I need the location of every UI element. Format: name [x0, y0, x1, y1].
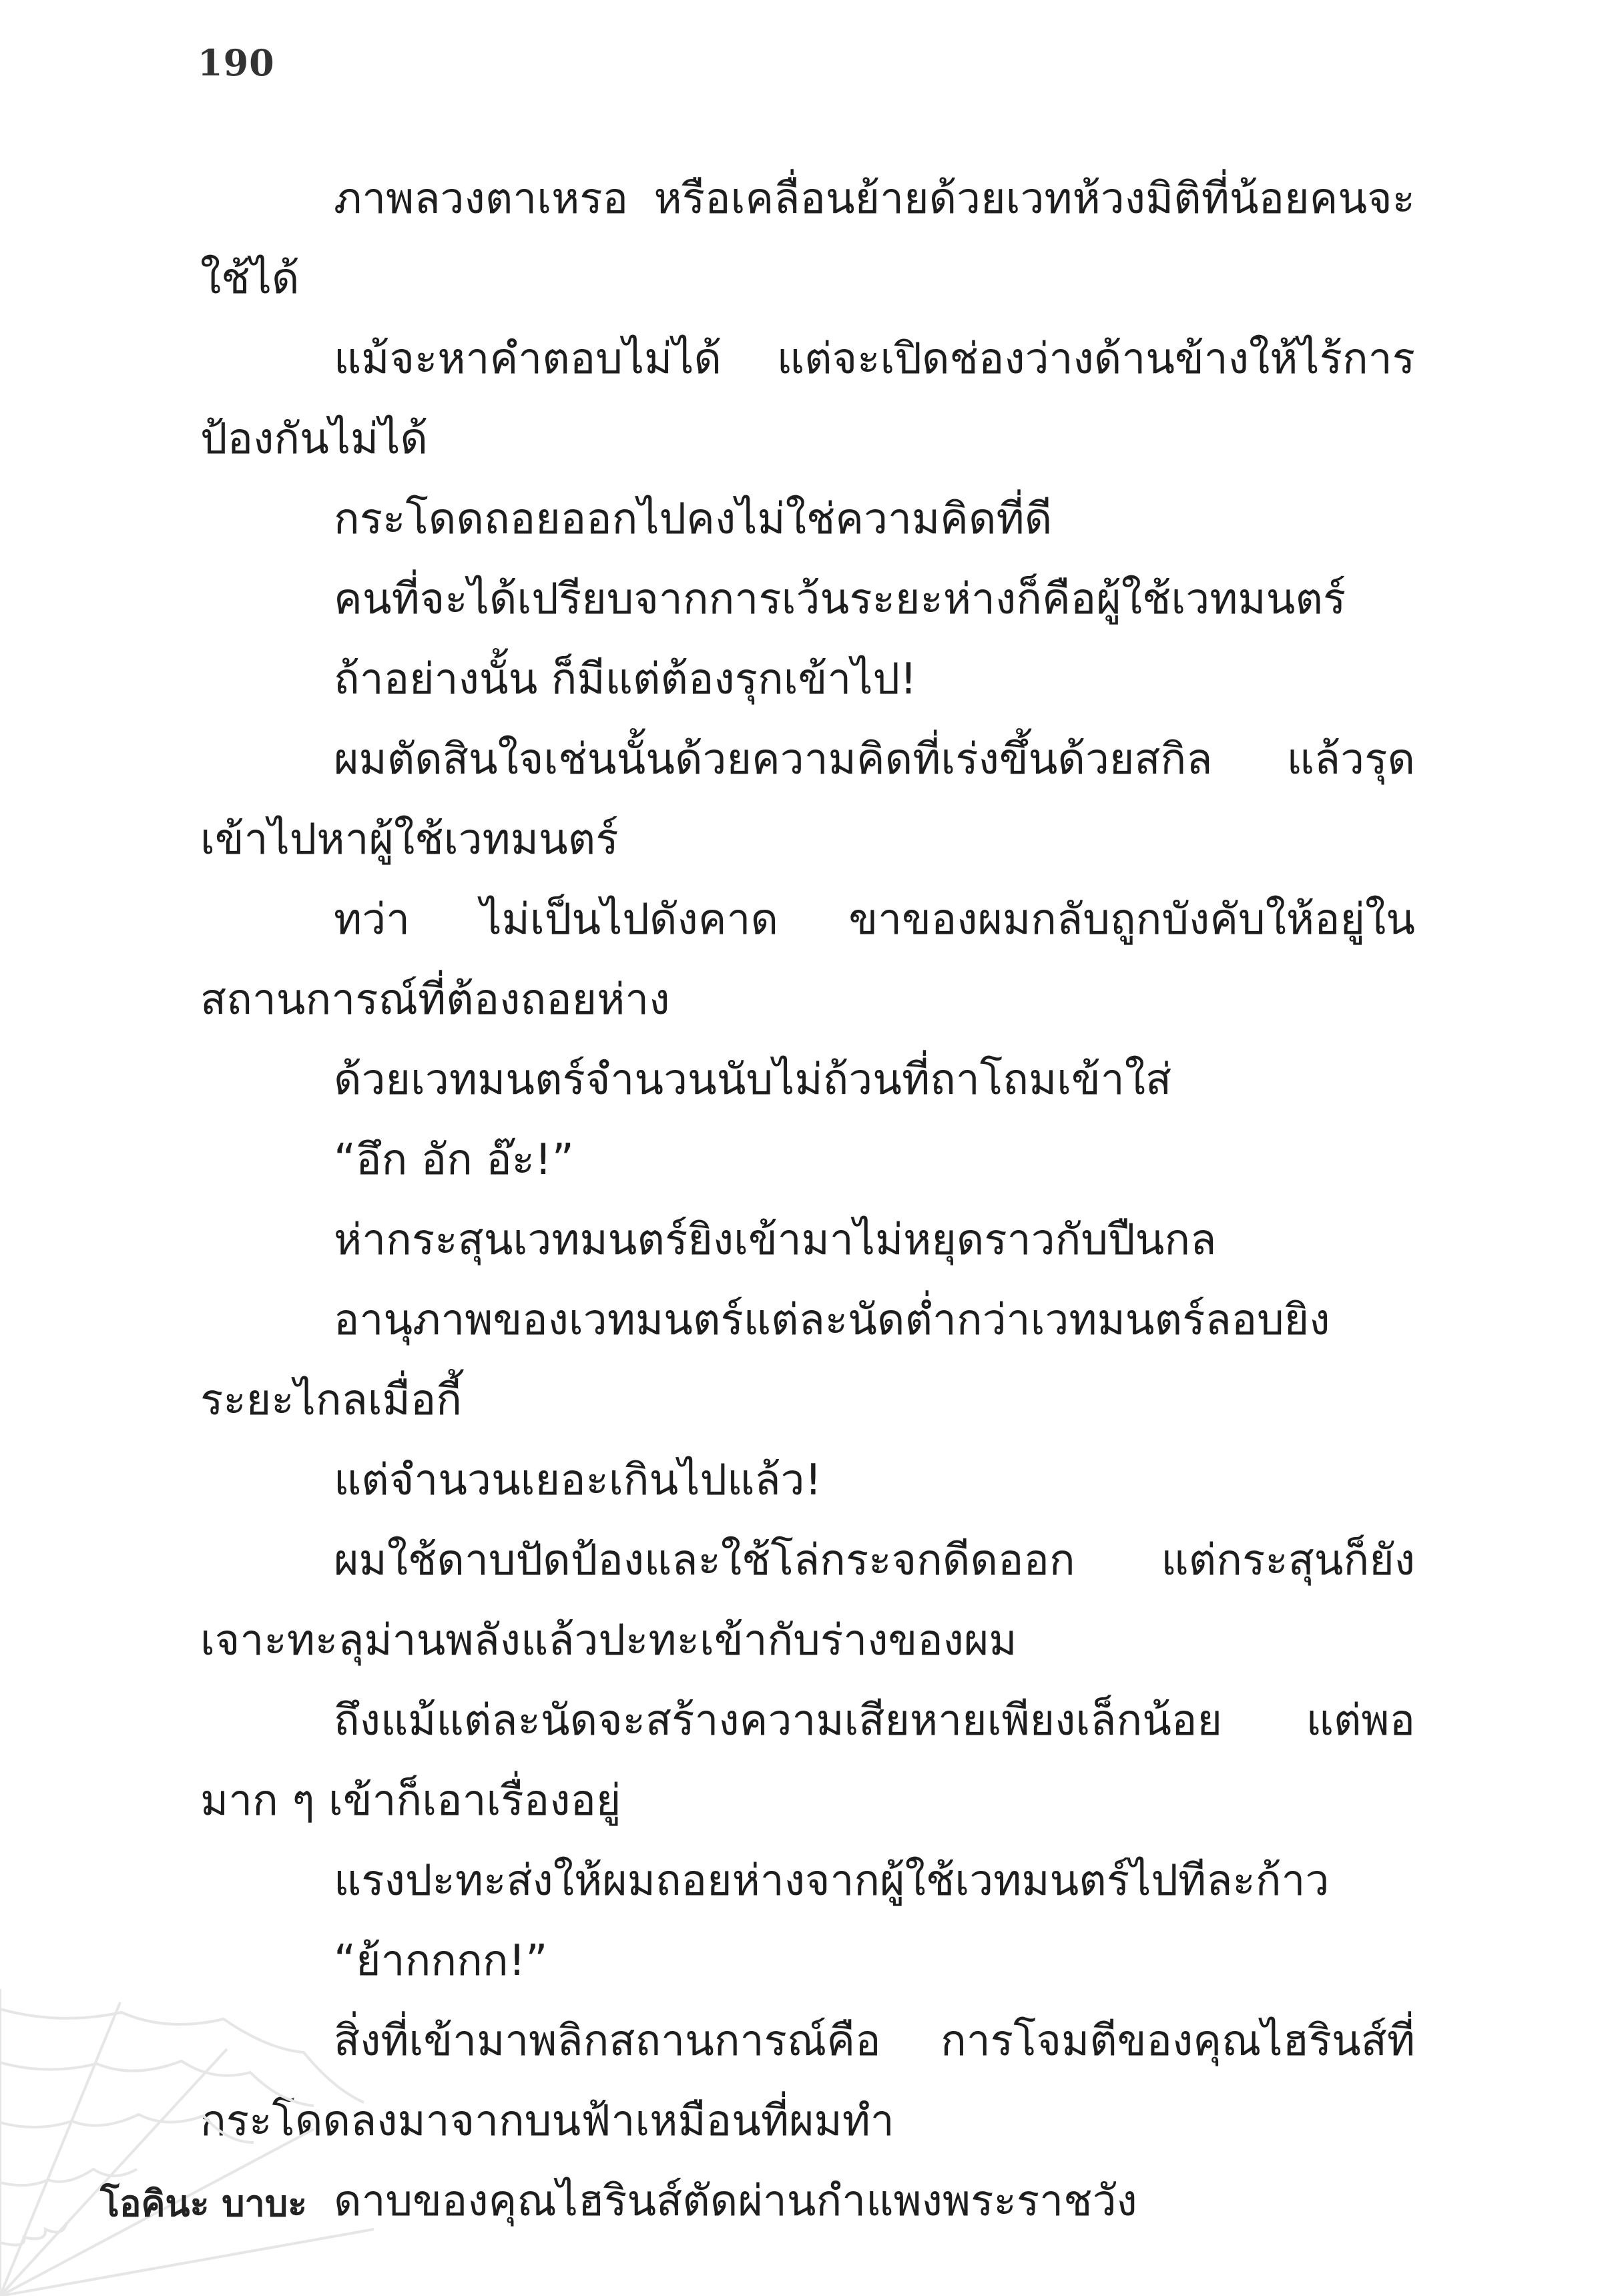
paragraph: ดาบของคุณไฮรินส์ตัดผ่านกำแพงพระราชวัง: [334, 2177, 1137, 2226]
paragraph: แม้จะหาคำตอบไม่ได้ แต่จะเปิดช่องว่างด้านข้างให้ไร้การป้องกันไม่ได้: [200, 334, 1415, 464]
paragraph: ห่ากระสุนเวทมนตร์ยิงเข้ามาไม่หยุดราวกับปืนกล: [334, 1215, 1217, 1265]
paragraph: คนที่จะได้เปรียบจากการเว้นระยะห่างก็คือผู้ใช้เวทมนตร์: [334, 575, 1346, 624]
paragraph: ทว่า ไม่เป็นไปดังคาด ขาของผมกลับถูกบังคับให้อยู่ในสถานการณ์ที่ต้องถอยห่าง: [200, 895, 1415, 1025]
book-title-footer: โอคินะ บาบะ: [100, 2183, 308, 2225]
paragraph: ถึงแม้แต่ละนัดจะสร้างความเสียหายเพียงเล็กน้อย แต่พอมาก ๆ เข้าก็เอาเรื่องอยู่: [200, 1696, 1415, 1825]
paragraph: ผมใช้ดาบปัดป้องและใช้โล่กระจกดีดออก แต่กระสุนก็ยังเจาะทะลุม่านพลังแล้วปะทะเข้ากับร่างของผม: [200, 1536, 1415, 1665]
paragraph: แรงปะทะส่งให้ผมถอยห่างจากผู้ใช้เวทมนตร์ไปทีละก้าว: [334, 1856, 1330, 1906]
paragraph: แต่จำนวนเยอะเกินไปแล้ว!: [334, 1456, 822, 1505]
paragraph: อานุภาพของเวทมนตร์แต่ละนัดต่ำกว่าเวทมนตร์ลอบยิงระยะไกลเมื่อกี้: [200, 1296, 1330, 1425]
paragraph: “อึก อัก อ๊ะ!”: [334, 1135, 574, 1185]
paragraph: สิ่งที่เข้ามาพลิกสถานการณ์คือ การโจมตีของคุณไฮรินส์ที่กระโดดลงมาจากบนฟ้าเหมือนที่ผมทำ: [200, 2016, 1415, 2146]
paragraph: กระโดดถอยออกไปคงไม่ใช่ความคิดที่ดี: [334, 495, 1053, 544]
paragraph: ภาพลวงตาเหรอ หรือเคลื่อนย้ายด้วยเวทห้วงมิติที่น้อยคนจะใช้ได้: [200, 174, 1415, 304]
paragraph: ถ้าอย่างนั้น ก็มีแต่ต้องรุกเข้าไป!: [334, 655, 917, 704]
page-number: 190: [198, 41, 275, 84]
paragraph: ผมตัดสินใจเช่นนั้นด้วยความคิดที่เร่งขึ้นด้วยสกิล แล้วรุดเข้าไปหาผู้ใช้เวทมนตร์: [200, 735, 1415, 864]
spider-web-decoration: [0, 1989, 374, 2296]
paragraph: ด้วยเวทมนตร์จำนวนนับไม่ถ้วนที่ถาโถมเข้าใส่: [334, 1055, 1171, 1105]
body-text: [200, 159, 1415, 2241]
paragraph: “ย้ากกกก!”: [334, 1936, 548, 1986]
